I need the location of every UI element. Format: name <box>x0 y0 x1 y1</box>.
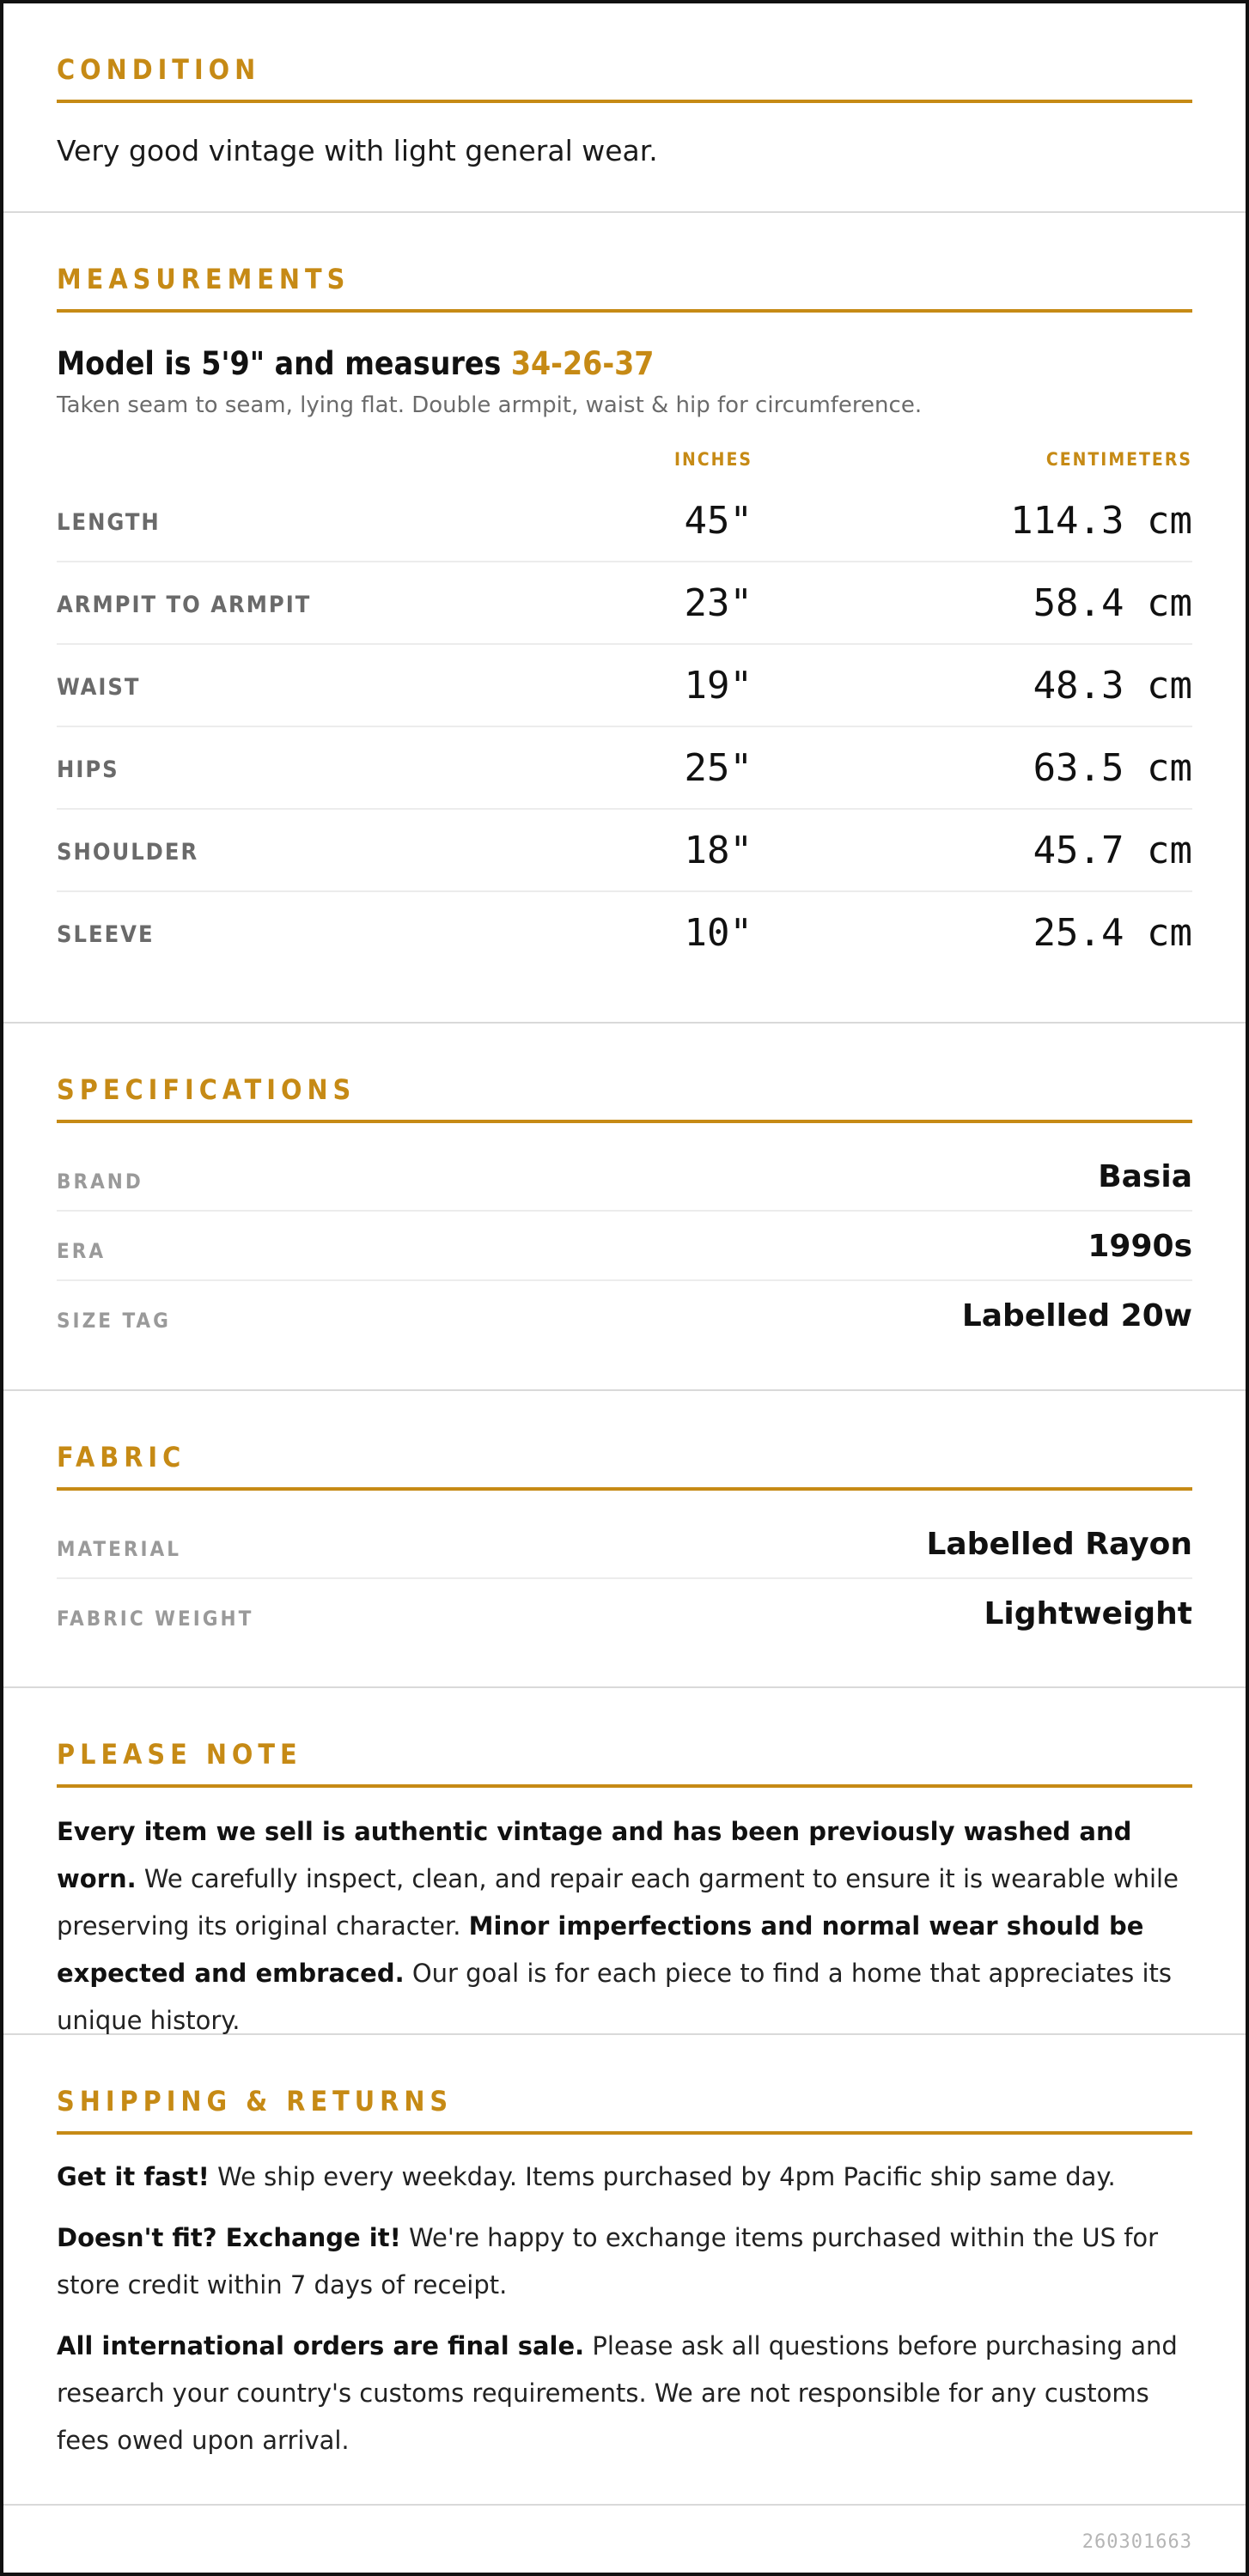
spec-value: Basia <box>1098 1159 1192 1194</box>
measurement-label: HIPS <box>57 756 119 783</box>
note-bold-2: Minor imperfections and normal wear should be expected and embraced. <box>57 1911 1144 1988</box>
please-note-section <box>3 1688 1246 2033</box>
measurement-label: WAIST <box>57 674 141 701</box>
fabric-key: FABRIC WEIGHT <box>57 1607 254 1631</box>
fabric-row-material <box>57 1510 1192 1579</box>
shipping-heading-rule <box>57 2131 1192 2135</box>
spec-row-era <box>57 1212 1192 1281</box>
fabric-heading-rule <box>57 1487 1192 1491</box>
measurement-label: SLEEVE <box>57 921 155 948</box>
please-note-heading: PLEASE NOTE <box>57 1738 302 1771</box>
condition-section <box>3 3 1246 211</box>
measurements-table <box>57 480 1192 975</box>
fabric-section <box>3 1391 1246 1686</box>
centimeters-column-header: CENTIMETERS <box>1045 449 1192 470</box>
shipping-bold: Get it fast! <box>57 2162 210 2191</box>
spec-value: 1990s <box>1088 1229 1192 1264</box>
measurements-heading: MEASUREMENTS <box>57 263 350 295</box>
fabric-heading: FABRIC <box>57 1441 186 1473</box>
measurement-inches: 25" <box>684 746 752 790</box>
note-text-2: Our goal is for each piece to find a home that appreciates its unique history. <box>57 1959 1173 2035</box>
specifications-list <box>57 1142 1192 1351</box>
measurement-inches: 45" <box>684 499 752 543</box>
measurement-label: LENGTH <box>57 509 161 536</box>
shipping-bold: Doesn't fit? Exchange it! <box>57 2223 401 2252</box>
measurement-cm: 58.4 cm <box>1033 581 1192 625</box>
specifications-heading: SPECIFICATIONS <box>57 1073 356 1106</box>
footer <box>3 2506 1246 2571</box>
spec-value: Labelled 20w <box>961 1298 1192 1334</box>
measurement-cm: 45.7 cm <box>1033 829 1192 872</box>
spec-row-brand <box>57 1142 1192 1212</box>
measurement-row-waist <box>57 645 1192 727</box>
inches-column-header: INCHES <box>673 449 752 470</box>
measurement-cm: 25.4 cm <box>1033 911 1192 955</box>
item-code: 260301663 <box>1081 2531 1192 2553</box>
measurement-row-length <box>57 480 1192 562</box>
please-note-heading-rule <box>57 1784 1192 1788</box>
measurement-cm: 48.3 cm <box>1033 664 1192 708</box>
measurement-cm: 63.5 cm <box>1033 746 1192 790</box>
measurement-inches: 10" <box>684 911 752 955</box>
shipping-text: Please ask all questions before purchasing and research your country's customs requirements. We are not responsible for any customs fees owed upon arrival. <box>57 2331 1178 2455</box>
condition-heading: CONDITION <box>57 53 261 86</box>
measurement-row-hips <box>57 727 1192 810</box>
measurement-inches: 19" <box>684 664 752 708</box>
measurement-row-sleeve <box>57 892 1192 975</box>
model-prefix: Model is 5'9" and measures <box>57 345 511 382</box>
please-note-text <box>57 1808 1192 2044</box>
spec-key: SIZE TAG <box>57 1309 171 1333</box>
specifications-section <box>3 1024 1246 1389</box>
note-bold-1: Every item we sell is authentic vintage and has been previously washed and worn. <box>57 1817 1132 1893</box>
shipping-paragraph-international <box>57 2323 1192 2464</box>
measurement-inches: 18" <box>684 829 752 872</box>
fabric-value: Lightweight <box>984 1596 1192 1631</box>
shipping-text: We're happy to exchange items purchased within the US for store credit within 7 days of receipt. <box>57 2223 1159 2300</box>
measurements-section <box>3 213 1246 1022</box>
shipping-paragraph-fast <box>57 2154 1192 2201</box>
shipping-bold: All international orders are final sale. <box>57 2331 585 2360</box>
note-text-1: We carefully inspect, clean, and repair each garment to ensure it is wearable while preserving its original character. <box>57 1864 1179 1941</box>
measurement-label: SHOULDER <box>57 839 199 866</box>
fabric-row-weight <box>57 1579 1192 1649</box>
measurement-row-armpit <box>57 562 1192 645</box>
model-measurements <box>57 345 1192 382</box>
measurements-heading-rule <box>57 309 1192 313</box>
fabric-list <box>57 1510 1192 1649</box>
measurement-inches: 23" <box>684 581 752 625</box>
shipping-returns-section <box>3 2035 1246 2504</box>
spec-row-size-tag <box>57 1281 1192 1351</box>
measurements-table-header <box>57 440 1192 480</box>
spec-key: ERA <box>57 1239 107 1263</box>
measurement-cm: 114.3 cm <box>1010 499 1192 543</box>
fabric-key: MATERIAL <box>57 1537 181 1561</box>
spec-key: BRAND <box>57 1170 143 1194</box>
shipping-paragraph-exchange <box>57 2215 1192 2309</box>
specifications-heading-rule <box>57 1120 1192 1123</box>
fabric-value: Labelled Rayon <box>926 1527 1192 1562</box>
model-stats: 34-26-37 <box>510 345 655 382</box>
shipping-heading: SHIPPING & RETURNS <box>57 2085 454 2117</box>
measurement-row-shoulder <box>57 810 1192 892</box>
measurements-subtitle: Taken seam to seam, lying flat. Double armpit, waist & hip for circumference. <box>57 392 923 418</box>
measurement-label: ARMPIT TO ARMPIT <box>57 592 312 618</box>
shipping-text: We ship every weekday. Items purchased by 4pm Pacific ship same day. <box>209 2162 1116 2191</box>
condition-heading-rule <box>57 100 1192 103</box>
condition-text: Very good vintage with light general wear. <box>57 134 658 167</box>
